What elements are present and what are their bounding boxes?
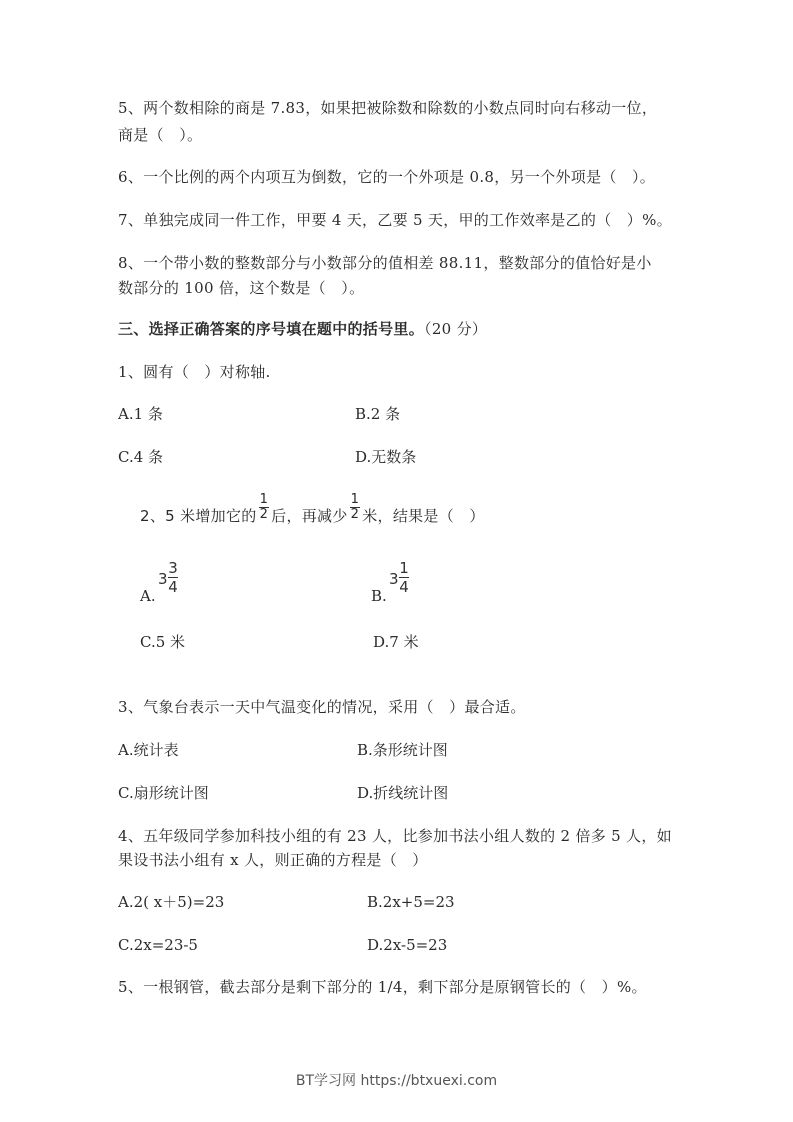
mc-q1-option-c: C.4 条 — [118, 448, 164, 466]
mixed-number-a — [158, 560, 182, 600]
mc-question-3: 3、气象台表示一天中气温变化的情况，采用（ ）最合适。 — [118, 698, 526, 716]
mc-q2-stem-c: 米，结果是（ ） — [362, 507, 485, 525]
mc-q3-option-c: C.扇形统计图 — [118, 784, 209, 802]
mc-q1-option-d: D.无数条 — [355, 448, 417, 466]
mc-q2-option-a-label: A. — [140, 587, 156, 605]
fraction-one-half — [350, 493, 361, 522]
question-8-line2: 数部分的 100 倍，这个数是（ ）。 — [118, 279, 365, 297]
mixed-num: 1 — [399, 559, 409, 577]
mc-q4-option-b: B.2x+5=23 — [367, 893, 455, 911]
frac-num: 1 — [350, 492, 360, 507]
mixed-fraction — [399, 560, 409, 595]
mc-q3-option-d: D.折线统计图 — [357, 784, 449, 802]
mc-question-4-line1: 4、五年级同学参加科技小组的有 23 人，比参加书法小组人数的 2 倍多 5 人，如 — [118, 827, 672, 845]
mc-q4-option-c: C.2x=23-5 — [118, 936, 198, 954]
mc-q2-option-b-label: B. — [371, 587, 387, 605]
mc-q4-option-d: D.2x-5=23 — [367, 936, 448, 954]
mc-q2-option-c: C.5 米 — [140, 633, 186, 651]
section-3-heading — [118, 319, 487, 339]
question-8-line1: 8、一个带小数的整数部分与小数部分的值相差 88.11，整数部分的值恰好是小 — [118, 254, 652, 272]
frac-den: 2 — [350, 507, 360, 522]
mc-question-4-line2: 果设书法小组有 x 人，则正确的方程是（ ） — [118, 851, 428, 869]
mixed-den: 4 — [399, 578, 409, 596]
mc-q3-option-b: B.条形统计图 — [357, 741, 448, 759]
mixed-den: 4 — [168, 578, 178, 596]
mc-q3-option-a: A.统计表 — [118, 741, 179, 759]
section-3-score: （20 分） — [424, 320, 488, 338]
mc-q2-option-d: D.7 米 — [373, 633, 419, 651]
question-6: 6、一个比例的两个内项互为倒数，它的一个外项是 0.8，另一个外项是（ ）。 — [118, 168, 656, 186]
frac-den: 2 — [259, 507, 269, 522]
mixed-number-b — [389, 560, 413, 600]
mc-q2-stem-a: 2、5 米增加它的 — [140, 507, 257, 525]
mixed-whole: 3 — [389, 570, 399, 588]
mixed-num: 3 — [168, 559, 178, 577]
mc-q4-option-a: A.2( x＋5)=23 — [118, 893, 225, 911]
mixed-fraction — [168, 560, 178, 595]
frac-num: 1 — [259, 492, 269, 507]
question-5-line2: 商是（ ）。 — [118, 126, 203, 144]
mc-question-5: 5、一根钢管，截去部分是剩下部分的 1/4，剩下部分是原钢管长的（ ）%。 — [118, 978, 647, 996]
mc-question-1: 1、圆有（ ）对称轴. — [118, 363, 271, 381]
mixed-whole: 3 — [158, 570, 168, 588]
mc-q1-option-b: B.2 条 — [355, 405, 401, 423]
mc-question-2 — [140, 492, 485, 531]
section-3-title: 三、选择正确答案的序号填在题中的括号里。 — [118, 320, 425, 338]
question-7: 7、单独完成同一件工作，甲要 4 天，乙要 5 天，甲的工作效率是乙的（ ）%。 — [118, 211, 672, 229]
mc-q2-stem-b: 后，再减少 — [271, 507, 348, 525]
question-5-line1: 5、两个数相除的商是 7.83，如果把被除数和除数的小数点同时向右移动一位， — [118, 99, 658, 117]
footer-watermark: BT学习网 https://btxuexi.com — [295, 1073, 498, 1089]
mc-q1-option-a: A.1 条 — [118, 405, 163, 423]
fraction-one-half — [259, 493, 270, 522]
